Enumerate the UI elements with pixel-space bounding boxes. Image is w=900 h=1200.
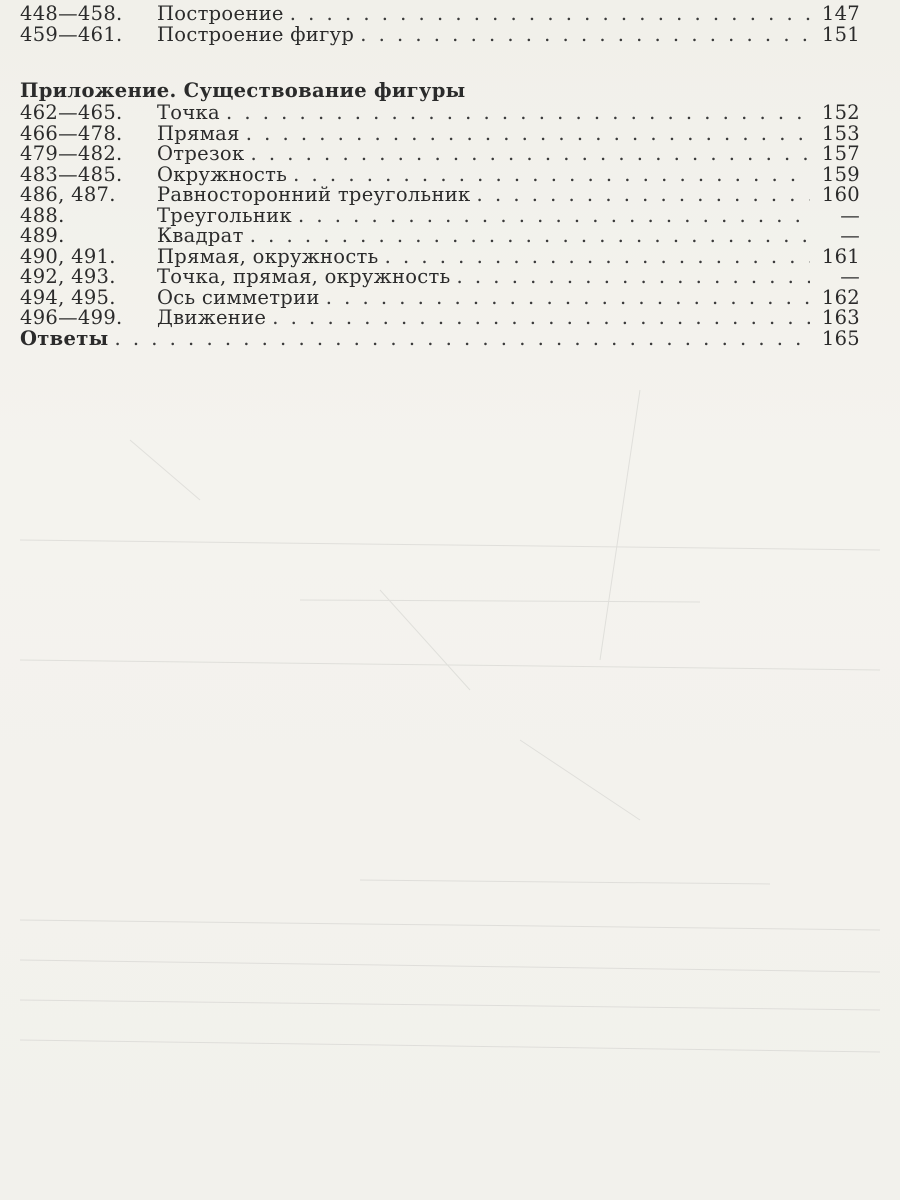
- entry-number: 492, 493.: [20, 265, 116, 288]
- leader-dots: [246, 124, 810, 145]
- entry-number: 496—499.: [20, 306, 123, 329]
- entry-page: —: [840, 265, 860, 288]
- leader-dots: [290, 4, 810, 25]
- appendix-heading: Приложение. Существование фигуры: [20, 79, 466, 102]
- entry-number: 459—461.: [20, 22, 123, 46]
- entry-title: Окружность: [157, 162, 288, 186]
- entry-title: Построение: [157, 2, 284, 25]
- leader-dots: [293, 165, 810, 186]
- entry-title: Точка: [157, 101, 220, 124]
- entry-number: 488.: [20, 203, 65, 227]
- entry-number: 483—485.: [20, 162, 123, 186]
- toc-appendix-list: [20, 103, 860, 349]
- toc-entry: [20, 203, 860, 227]
- toc-entry: [20, 121, 860, 145]
- entry-title: Ось симметрии: [157, 285, 320, 309]
- leader-dots: [326, 288, 810, 309]
- toc-entry: [20, 308, 860, 329]
- show-through-texture: [0, 360, 900, 1180]
- entry-title: Точка, прямая, окружность: [157, 265, 451, 288]
- answers-page: 165: [821, 326, 860, 350]
- entry-title: Равносторонний треугольник: [157, 183, 471, 206]
- toc-entry: [20, 267, 860, 288]
- toc-entry: [20, 4, 860, 25]
- entry-page: 160: [821, 183, 860, 206]
- entry-number: 489.: [20, 224, 65, 247]
- toc-entry: [20, 144, 860, 165]
- answers-title: Ответы: [20, 326, 109, 350]
- entry-page: —: [840, 203, 860, 227]
- toc-entry: [20, 244, 860, 268]
- entry-title: Движение: [157, 306, 267, 329]
- entry-page: 152: [821, 101, 860, 124]
- entry-title: Прямая: [157, 121, 240, 145]
- toc-entry: [20, 103, 860, 124]
- leader-dots: [477, 185, 810, 206]
- entry-title: Треугольник: [157, 203, 292, 227]
- entry-page: 147: [821, 2, 860, 25]
- entry-number: 494, 495.: [20, 285, 116, 309]
- toc-entry: [20, 285, 860, 309]
- leader-dots: [298, 206, 810, 227]
- leader-dots: [114, 329, 810, 350]
- toc-entry: [20, 226, 860, 247]
- entry-number: 466—478.: [20, 121, 123, 145]
- leader-dots: [385, 247, 810, 268]
- entry-page: 153: [821, 121, 860, 145]
- toc-entry: [20, 185, 860, 206]
- entry-page: 162: [821, 285, 860, 309]
- leader-dots: [457, 267, 810, 288]
- leader-dots: [250, 226, 810, 247]
- entry-title: Построение фигур: [157, 22, 355, 46]
- entry-number: 486, 487.: [20, 183, 116, 206]
- table-of-contents: [20, 4, 860, 349]
- entry-page: 163: [821, 306, 860, 329]
- entry-page: 157: [821, 142, 860, 165]
- toc-top-list: [20, 4, 860, 45]
- leader-dots: [272, 308, 810, 329]
- entry-page: —: [840, 224, 860, 247]
- entry-title: Квадрат: [157, 224, 244, 247]
- entry-number: 479—482.: [20, 142, 123, 165]
- entry-title: Отрезок: [157, 142, 245, 165]
- toc-entry-answers: [20, 326, 860, 350]
- entry-number: 462—465.: [20, 101, 123, 124]
- entry-number: 448—458.: [20, 2, 123, 25]
- toc-entry: [20, 162, 860, 186]
- entry-number: 490, 491.: [20, 244, 116, 268]
- entry-page: 161: [821, 244, 860, 268]
- leader-dots: [226, 103, 810, 124]
- leader-dots: [250, 144, 810, 165]
- toc-entry: [20, 22, 860, 46]
- entry-title: Прямая, окружность: [157, 244, 379, 268]
- leader-dots: [360, 25, 810, 46]
- entry-page: 159: [821, 162, 860, 186]
- entry-page: 151: [821, 22, 860, 46]
